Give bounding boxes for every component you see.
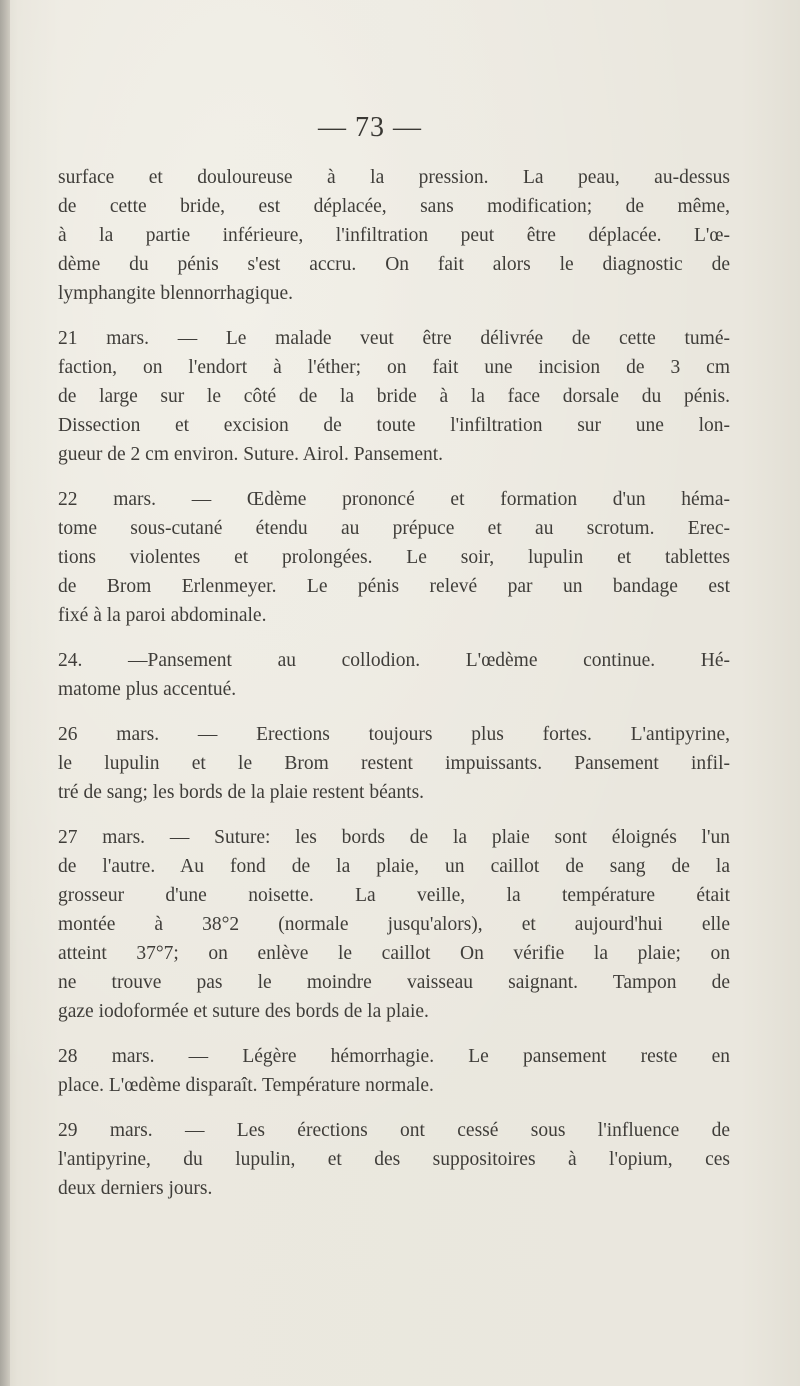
text-line: de l'autre. Au fond de la plaie, un caillot de sang de la [58, 856, 730, 877]
text-line: à la partie inférieure, l'infiltration peut être déplacée. L'œ- [58, 225, 730, 246]
paragraph-26-mars [58, 720, 730, 807]
text-line: gueur de 2 cm environ. Suture. Airol. Pansement. [58, 444, 444, 465]
page-number: — 73 — [318, 112, 422, 143]
text-line: de large sur le côté de la bride à la face dorsale du pénis. [58, 386, 730, 407]
text-line: ne trouve pas le moindre vaisseau saignant. Tampon de [58, 972, 730, 993]
text-line: de Brom Erlenmeyer. Le pénis relevé par un bandage est [58, 576, 730, 597]
paragraph-28-mars [58, 1042, 730, 1100]
text-line: grosseur d'une noisette. La veille, la température était [58, 885, 730, 906]
body-text [58, 163, 730, 1219]
text-line: le lupulin et le Brom restent impuissants. Pansement infil- [58, 753, 730, 774]
text-line: montée à 38°2 (normale jusqu'alors), et aujourd'hui elle [58, 914, 730, 935]
text-line: de cette bride, est déplacée, sans modification; de même, [58, 196, 730, 217]
page-binding-edge [0, 0, 10, 1386]
paragraph-22-mars [58, 485, 730, 630]
text-line: dème du pénis s'est accru. On fait alors le diagnostic de [58, 254, 730, 275]
text-line: faction, on l'endort à l'éther; on fait une incision de 3 cm [58, 357, 730, 378]
text-line: atteint 37°7; on enlève le caillot On vérifie la plaie; on [58, 943, 730, 964]
text-line: 29 mars. — Les érections ont cessé sous l'influence de [58, 1120, 730, 1141]
paragraph-24 [58, 646, 730, 704]
text-line: 26 mars. — Erections toujours plus fortes. L'antipyrine, [58, 724, 730, 745]
text-line: gaze iodoformée et suture des bords de la plaie. [58, 1001, 429, 1022]
text-line: tré de sang; les bords de la plaie restent béants. [58, 782, 425, 803]
paragraph-lymphangite [58, 163, 730, 308]
text-line: place. L'œdème disparaît. Température normale. [58, 1075, 434, 1096]
text-line: lymphangite blennorrhagique. [58, 283, 294, 304]
paragraph-21-mars [58, 324, 730, 469]
text-line: deux derniers jours. [58, 1178, 213, 1199]
text-line: tome sous-cutané étendu au prépuce et au scrotum. Erec- [58, 518, 730, 539]
text-line: matome plus accentué. [58, 679, 237, 700]
text-line: surface et douloureuse à la pression. La peau, au-dessus [58, 167, 730, 188]
paragraph-27-mars [58, 823, 730, 1026]
text-line: 28 mars. — Légère hémorrhagie. Le pansement reste en [58, 1046, 730, 1067]
text-line: 27 mars. — Suture: les bords de la plaie sont éloignés l'un [58, 827, 730, 848]
text-line: tions violentes et prolongées. Le soir, lupulin et tablettes [58, 547, 730, 568]
text-line: 24. —Pansement au collodion. L'œdème continue. Hé- [58, 650, 730, 671]
text-line: 21 mars. — Le malade veut être délivrée de cette tumé- [58, 328, 730, 349]
text-line: l'antipyrine, du lupulin, et des suppositoires à l'opium, ces [58, 1149, 730, 1170]
text-line: 22 mars. — Œdème prononcé et formation d'un héma- [58, 489, 730, 510]
paragraph-29-mars [58, 1116, 730, 1203]
text-line: Dissection et excision de toute l'infiltration sur une lon- [58, 415, 730, 436]
text-line: fixé à la paroi abdominale. [58, 605, 267, 626]
